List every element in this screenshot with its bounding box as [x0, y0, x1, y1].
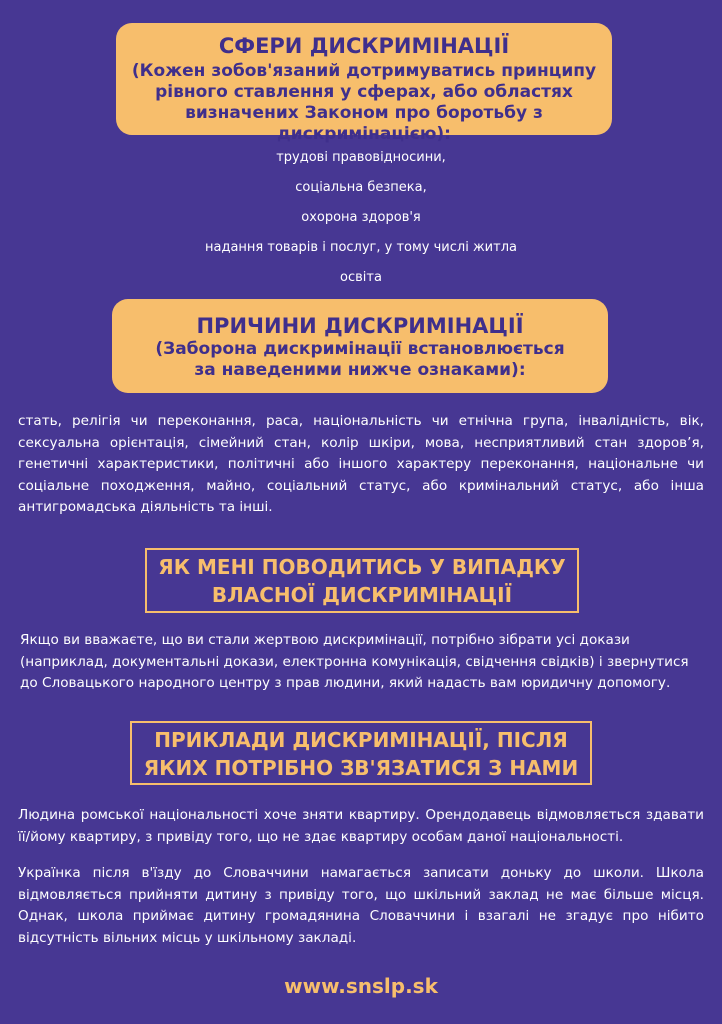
examples-title: ПРИКЛАДИ ДИСКРИМІНАЦІЇ, ПІСЛЯ ЯКИХ ПОТРІБНО ЗВ'ЯЗАТИСЯ З НАМИ	[130, 721, 592, 785]
reasons-text: стать, релігія чи переконання, раса, національність чи етнічна група, інвалідність, вік, сексуальна орієнтація, сімейний стан, колір шкіри, мова, несприятливий стан здоров’я, генетичні характеристики, політичні або іншого характеру переконання, національне чи соціальне походження, майно, соціальний статус, або кримінальний статус, або інша антигромадська діяльність та інші.	[18, 413, 704, 516]
website-link[interactable]: www.snslp.sk	[284, 974, 438, 998]
spheres-header-box	[116, 23, 612, 144]
reasons-header-box	[112, 299, 608, 393]
list-item: трудові правовідносини,	[276, 150, 446, 165]
spheres-list	[0, 143, 722, 293]
example-2-text: Українка після в'їзду до Словаччини намагається записати доньку до школи. Школа відмовляється прийняти дитину з привіду того, що шкільний заклад не має більше місця. Однак, школа приймає дитину громадянина Словаччини і взагалі не згадує про нібито відсутність вільних місць у шкільному закладі.	[18, 865, 704, 946]
list-item: освіта	[340, 270, 382, 285]
list-item: соціальна безпека,	[295, 180, 427, 195]
reasons-subtitle: (Заборона дискримінації встановлюється за наведеними нижче ознаками):	[155, 339, 565, 380]
advice-title: ЯК МЕНІ ПОВОДИТИСЬ У ВИПАДКУ ВЛАСНОЇ ДИСКРИМІНАЦІЇ	[145, 548, 579, 613]
spheres-subtitle: (Кожен зобов'язаний дотримуватись принципу рівного ставлення у сферах, або областях визначених Законом про боротьбу з дискримінацією):	[131, 61, 597, 144]
advice-text: Якщо ви вважаєте, що ви стали жертвою дискримінації, потрібно зібрати усі докази (наприклад, документальні докази, електронна комунікація, свідчення свідків) і звернутися до Словацького народного центру з прав людини, який надасть вам юридичну допомогу.	[20, 632, 689, 692]
spheres-title: СФЕРИ ДИСКРИМІНАЦІЇ	[218, 34, 510, 58]
list-item: охорона здоров'я	[301, 210, 421, 225]
reasons-title: ПРИЧИНИ ДИСКРИМІНАЦІЇ	[196, 314, 524, 338]
list-item: надання товарів і послуг, у тому числі житла	[205, 240, 517, 255]
example-1-text: Людина ромської національності хоче зняти квартиру. Орендодавець відмовляється здавати її/йому квартиру, з привіду того, що не здає квартиру особам даної національності.	[18, 807, 704, 845]
